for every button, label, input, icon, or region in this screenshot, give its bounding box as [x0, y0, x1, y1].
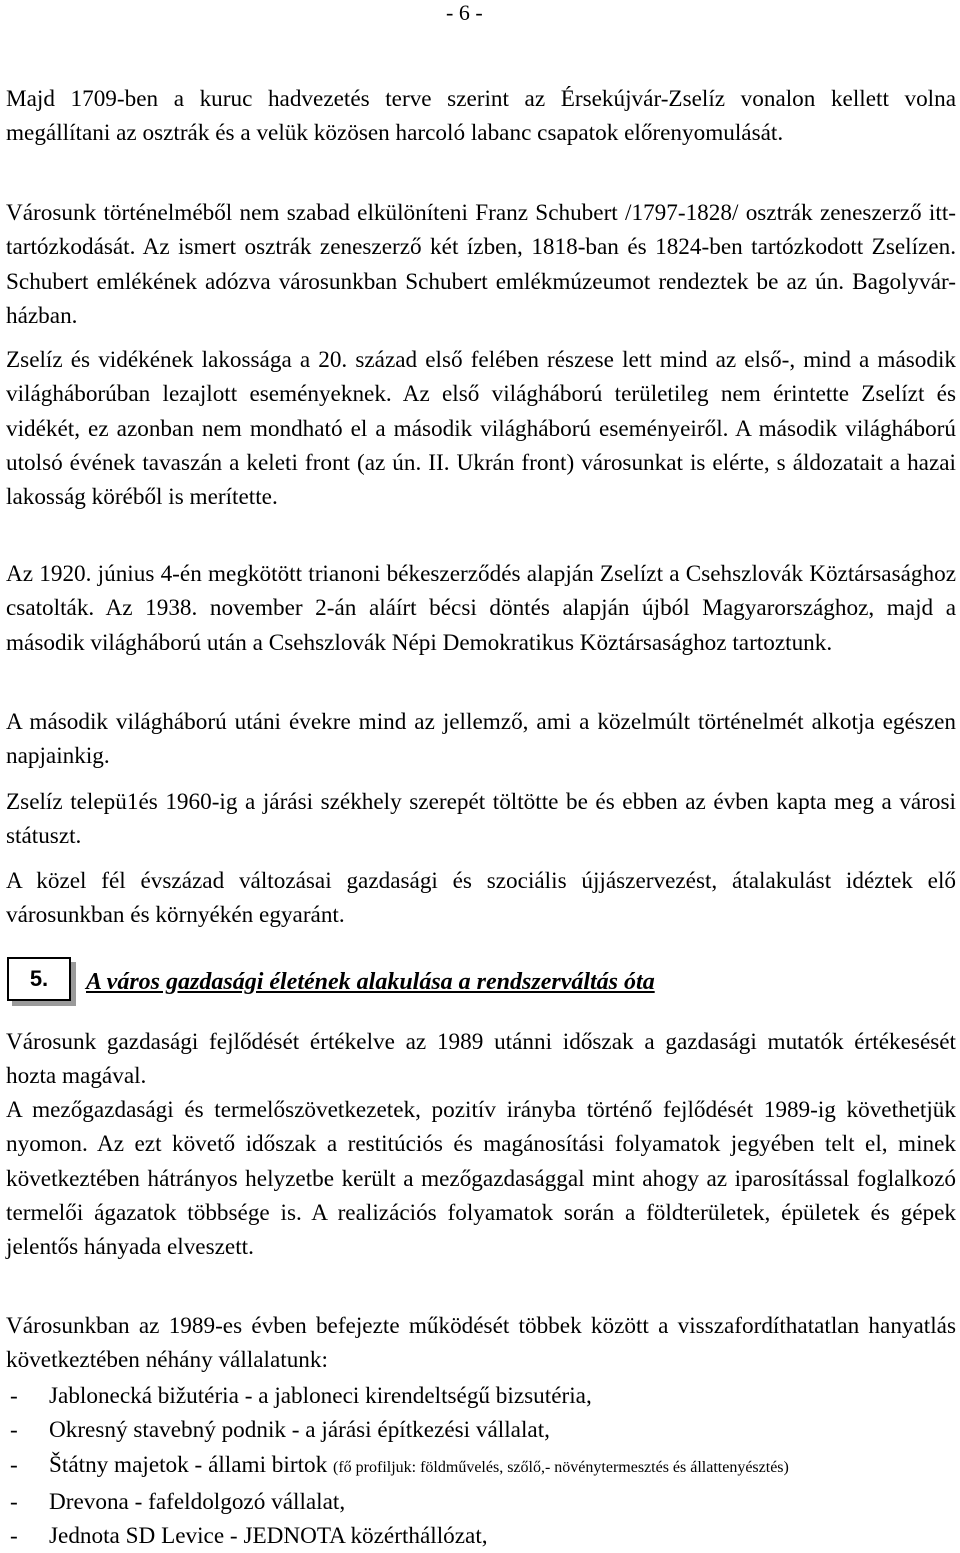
paragraph-postwar: A második világháború utáni évekre mind az jellemző, ami a közelmúlt történelmét alkotja egészen napjainkig.	[6, 709, 956, 770]
section-title: A város gazdasági életének alakulása a rendszerváltás óta	[86, 969, 655, 995]
list-dash: -	[10, 1451, 18, 1478]
list-item	[6, 1379, 956, 1413]
paragraph-economic-development: Városunk gazdasági fejlődését értékelve az 1989 utánni időszak a gazdasági mutatók értékesését hozta magával.	[6, 1029, 956, 1090]
closed-companies-list	[6, 1379, 956, 1553]
paragraph-closed-companies: Városunkban az 1989-es évben befejezte működését többek között a visszafordíthatatlan hanyatlás következtében néhány vállalatunk:	[6, 1313, 956, 1374]
paragraph-district-seat: Zselíz telepü1és 1960-ig a járási székhely szerepét töltötte be és ebben az évben kapta meg a városi státuszt.	[6, 789, 956, 850]
list-dash: -	[10, 1417, 18, 1444]
paragraph-world-wars: Zselíz és vidékének lakossága a 20. század első felében részese lett mind az első-, mind a második világháborúban lezajlott eseményeknek. Az első világháború területileg nem érintette Zselízt és vidékét, ez azonban nem mondható el a második világháború eseményeiről. A második világháború utolsó évének tavaszán a keleti front (az ún. II. Ukrán front) városunkat is elérte, s áldozatait a hazai lakosság köréből is merítette.	[6, 347, 956, 511]
paragraph-schubert: Városunk történelméből nem szabad elkülöníteni Franz Schubert /1797-1828/ osztrák zeneszerző itt-tartózkodását. Az ismert osztrák zeneszerző két ízben, 1818-ban és 1824-ben tartózkodott Zselízen. Schubert emlékének adózva városunkban Schubert emlékmúzeumot rendeztek be az ún. Bagolyvár-házban.	[6, 200, 956, 329]
list-item-text: Jednota SD Levice - JEDNOTA közérthállózat,	[49, 1523, 488, 1550]
list-item-text: Drevona - fafeldolgozó vállalat,	[49, 1488, 346, 1515]
list-item	[6, 1519, 956, 1553]
list-dash: -	[10, 1523, 18, 1550]
list-item	[6, 1485, 956, 1519]
list-item-note: (fő profiljuk: földművelés, szőlő,- növénytermesztés és állattenyésztés)	[333, 1458, 789, 1476]
section-number-box: 5.	[7, 957, 71, 1001]
list-item	[6, 1413, 956, 1447]
paragraph-half-century: A közel fél évszázad változásai gazdasági és szociális újjászervezést, átalakulást idéztek elő városunkban és környékén egyaránt.	[6, 868, 956, 929]
list-item-text: Štátny majetok - állami birtok	[49, 1451, 328, 1478]
list-item-text: Jablonecká bižutéria - a jabloneci kirendeltségű bizsutéria,	[49, 1383, 592, 1409]
page-number: - 6 -	[446, 0, 483, 25]
paragraph-agriculture: A mezőgazdasági és termelőszövetkezetek, pozitív irányba történő fejlődését 1989-ig követhetjük nyomon. Az ezt követő időszak a restitúciós és magánosítási folyamatok jegyében telt el, minek következtében hátrányos helyzetbe került a mezőgazdasággal mint ahogy az iparosítással foglalkozó termelői ágazatok többsége is. A realizációs folyamatok során a földterületek, épületek és gépek jelentős hányada elveszett.	[6, 1097, 956, 1261]
paragraph-kuruc-1709: Majd 1709-ben a kuruc hadvezetés terve szerint az Érsekújvár-Zselíz vonalon kellett volna megállítani az osztrák és a velük közösen harcoló labanc csapatok előrenyomulását.	[6, 86, 956, 147]
list-dash: -	[10, 1383, 18, 1409]
list-item-text: Okresný stavebný podnik - a járási építkezési vállalat,	[49, 1417, 550, 1444]
paragraph-trianon: Az 1920. június 4-én megkötött trianoni békeszerződés alapján Zselízt a Csehszlovák Köztársasághoz csatolták. Az 1938. november 2-án aláírt bécsi döntés alapján újból Magyarországhoz, majd a második világháború után a Csehszlovák Népi Demokratikus Köztársasághoz tartoztunk.	[6, 561, 956, 656]
list-dash: -	[10, 1488, 18, 1515]
section-heading	[6, 955, 956, 1005]
list-item	[6, 1448, 956, 1485]
